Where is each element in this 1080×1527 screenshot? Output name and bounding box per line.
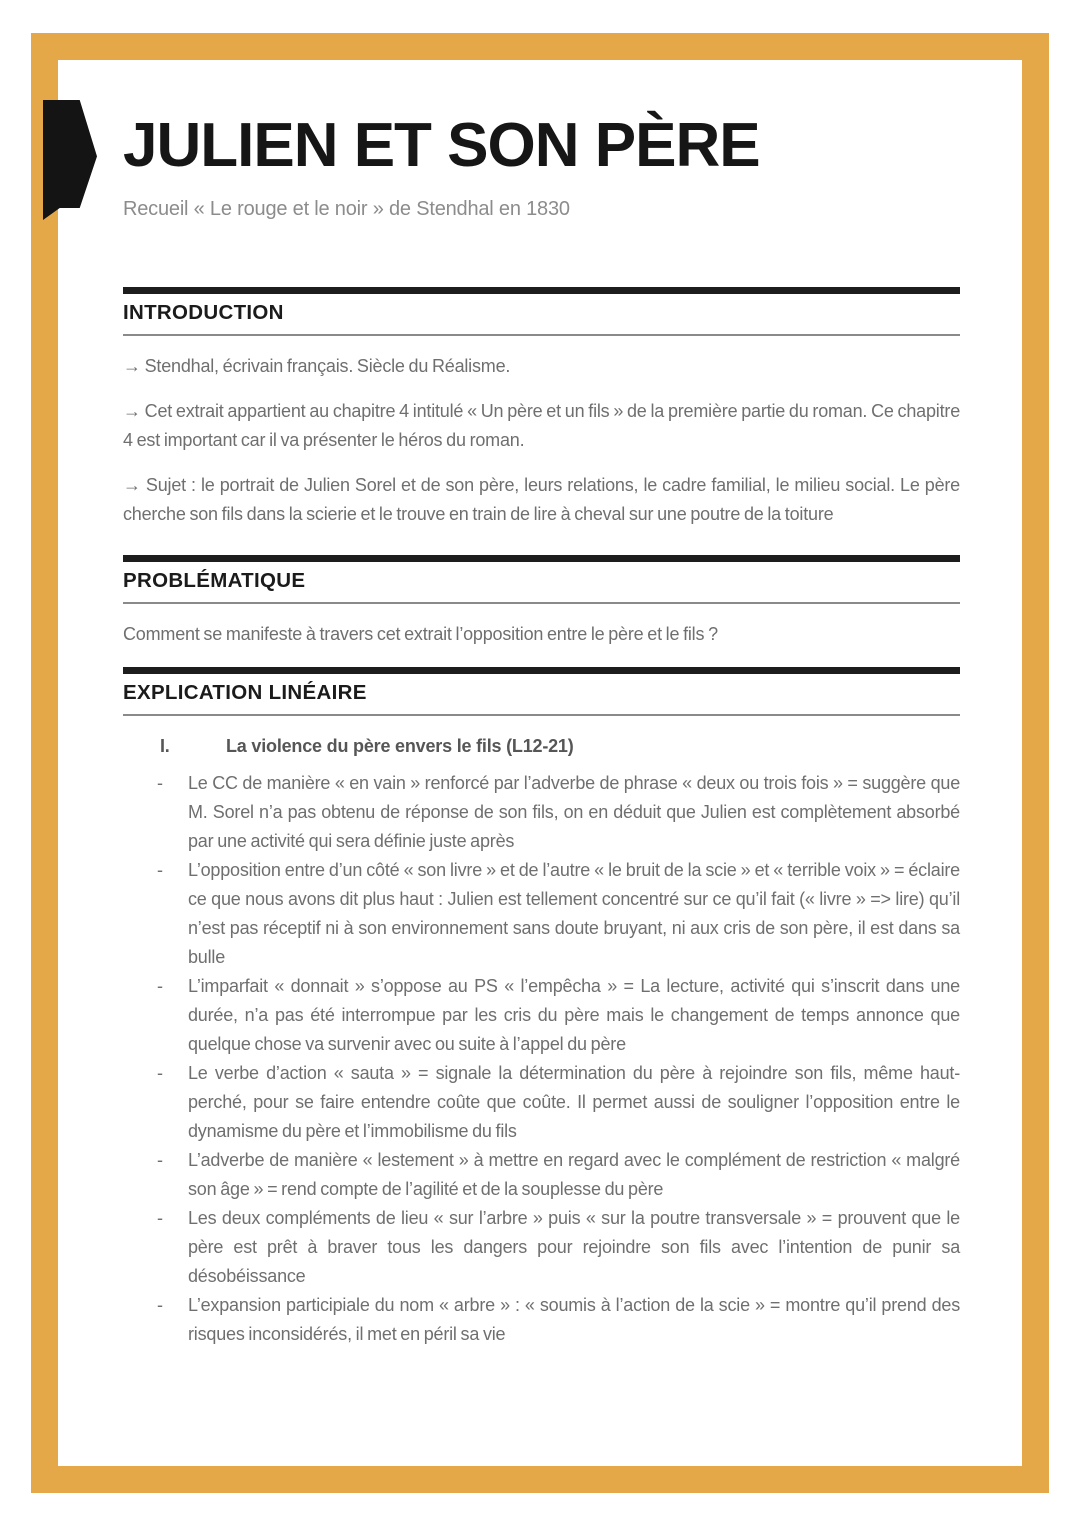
subsection-numeral: I. xyxy=(160,736,170,757)
section-introduction xyxy=(123,287,960,529)
explication-bullet: - L’expansion participiale du nom « arbre » : « soumis à l’action de la scie » = montre qu’il prend des risques inconsidérés, il met en péril sa vie xyxy=(123,1291,960,1349)
explication-bullet: - Le CC de manière « en vain » renforcé par l’adverbe de phrase « deux ou trois fois » = suggère que M. Sorel n’a pas obtenu de réponse de son fils, on en déduit que Julien est complètement absorbé par une activité qui sera définie juste après xyxy=(123,769,960,856)
section-explication-header xyxy=(123,667,960,716)
section-problematique-header xyxy=(123,555,960,604)
page-subtitle: Recueil « Le rouge et le noir » de Stendhal en 1830 xyxy=(123,198,570,221)
introduction-paragraphs xyxy=(123,352,960,529)
subsection-title: La violence du père envers le fils (L12-21) xyxy=(226,736,574,757)
section-introduction-header xyxy=(123,287,960,336)
explication-bullet: - Les deux compléments de lieu « sur l’arbre » puis « sur la poutre transversale » = prouvent que le père est prêt à braver tous les dangers pour rejoindre son fils avec l’intention de punir sa désobéissance xyxy=(123,1204,960,1291)
explication-bullet: - Le verbe d’action « sauta » = signale la détermination du père à rejoindre son fils, même haut-perché, pour se faire entendre coûte que coûte. Il permet aussi de souligner l’opposition entre le dynamisme du père et l’immobilisme du fils xyxy=(123,1059,960,1146)
section-problematique-title: PROBLÉMATIQUE xyxy=(123,569,306,593)
introduction-paragraph: → Cet extrait appartient au chapitre 4 intitulé « Un père et un fils » de la première partie du roman. Ce chapitre 4 est important car il va présenter le héros du roman. xyxy=(123,401,960,451)
explication-bullet: - L’imparfait « donnait » s’oppose au PS « l’empêcha » = La lecture, activité qui s’inscrit dans une durée, n’a pas été interrompue par les cris du père mais le changement de temps annonce que quelque chose va survenir avec ou suite à l’appel du père xyxy=(123,972,960,1059)
explication-bullet-list xyxy=(123,769,960,1349)
introduction-paragraph: → Sujet : le portrait de Julien Sorel et de son père, leurs relations, le cadre familial, le milieu social. Le père cherche son fils dans la scierie et le trouve en train de lire à cheval sur une poutre de la toiture xyxy=(123,475,960,525)
content-area xyxy=(123,0,960,1349)
section-introduction-title: INTRODUCTION xyxy=(123,301,284,325)
problematique-paragraphs xyxy=(123,620,960,649)
explication-bullet: - L’adverbe de manière « lestement » à mettre en regard avec le complément de restriction « malgré son âge » = rend compte de l’agilité et de la souplesse du père xyxy=(123,1146,960,1204)
section-problematique xyxy=(123,555,960,649)
explication-subsection-heading xyxy=(123,732,960,761)
section-explication-title: EXPLICATION LINÉAIRE xyxy=(123,681,367,705)
page-title: JULIEN ET SON PÈRE xyxy=(123,111,760,180)
introduction-paragraph: → Stendhal, écrivain français. Siècle du Réalisme. xyxy=(123,356,511,377)
section-explication-lineaire xyxy=(123,667,960,1349)
explication-bullet: - L’opposition entre d’un côté « son livre » et de l’autre « le bruit de la scie » et « terrible voix » = éclaire ce que nous avons dit plus haut : Julien est tellement concentré sur ce qu’il fait (« livre » => lire) qu’il n’est pas réceptif ni à son environnement sans doute bruyant, ni aux cris de son père, il est dans sa bulle xyxy=(123,856,960,972)
problematique-paragraph: Comment se manifeste à travers cet extrait l’opposition entre le père et le fils ? xyxy=(123,624,718,645)
